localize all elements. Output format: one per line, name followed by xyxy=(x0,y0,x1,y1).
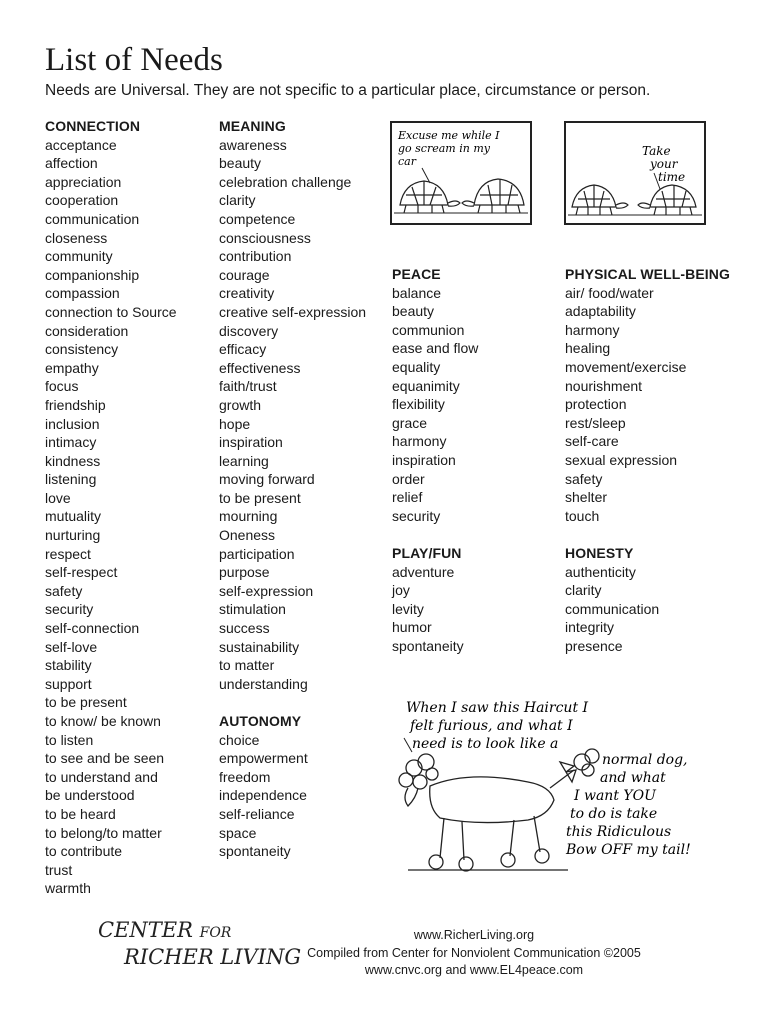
play-item: humor xyxy=(392,619,432,636)
connection-item: listening xyxy=(45,471,97,488)
meaning-item: creative self-expression xyxy=(219,303,367,320)
meaning-item: beauty xyxy=(219,155,262,172)
peace-item: flexibility xyxy=(392,396,445,413)
physical-heading: PHYSICAL WELL-BEING xyxy=(565,266,730,282)
logo-text: CENTER xyxy=(98,918,193,942)
connection-item: closeness xyxy=(45,229,108,246)
center-logo xyxy=(98,918,301,969)
connection-item: self-connection xyxy=(45,620,140,637)
peace-item: security xyxy=(392,507,441,524)
cartoon-text-line: your xyxy=(650,157,678,171)
physical-item: protection xyxy=(565,396,627,413)
meaning-item: self-expression xyxy=(219,582,314,599)
connection-item: nurturing xyxy=(45,527,101,544)
connection-item: self-love xyxy=(45,638,98,655)
cartoon-text-line: time xyxy=(658,170,686,184)
website-link[interactable]: www.RicherLiving.org xyxy=(413,928,535,942)
connection-item: trust xyxy=(45,861,73,878)
meaning-item: understanding xyxy=(219,675,308,692)
cartoon-text-line: car xyxy=(398,155,416,168)
connection-item: to listen xyxy=(45,731,94,748)
meaning-item: Oneness xyxy=(219,527,276,544)
cartoon-text-line: Bow OFF my tail! xyxy=(566,842,691,858)
meaning-item: competence xyxy=(219,210,296,227)
logo-text: FOR xyxy=(199,925,232,941)
peace-item: grace xyxy=(392,414,428,431)
autonomy-item: space xyxy=(219,824,257,841)
cartoon-text-line: go scream in my xyxy=(398,142,490,155)
physical-item: adaptability xyxy=(565,303,636,320)
cartoon-text-line: I want YOU xyxy=(574,788,656,804)
peace-item: equanimity xyxy=(392,377,460,394)
meaning-item: moving forward xyxy=(219,471,315,488)
meaning-item: learning xyxy=(219,452,269,469)
honesty-item: communication xyxy=(565,600,660,617)
meaning-item: to be present xyxy=(219,489,301,506)
meaning-item: to matter xyxy=(219,657,275,674)
cartoon-text-line: When I saw this Haircut I xyxy=(406,700,589,716)
honesty-item: integrity xyxy=(565,619,615,636)
play-item: joy xyxy=(392,582,410,599)
physical-item: safety xyxy=(565,470,603,487)
autonomy-item: choice xyxy=(219,731,260,748)
connection-item: intimacy xyxy=(45,434,97,451)
meaning-item: effectiveness xyxy=(219,359,301,376)
page-subtitle: Needs are Universal. They are not specific to a particular place, circumstance or person. xyxy=(45,82,651,99)
connection-item: self-respect xyxy=(45,564,118,581)
peace-item: equality xyxy=(392,358,441,375)
cartoon-text-line: to do is take xyxy=(570,806,658,822)
connection-item: community xyxy=(45,248,113,265)
connection-item: companionship xyxy=(45,266,140,283)
meaning-item: consciousness xyxy=(219,229,311,246)
play-item: levity xyxy=(392,600,424,617)
meaning-item: efficacy xyxy=(219,341,267,358)
autonomy-item: freedom xyxy=(219,768,271,785)
meaning-item: mourning xyxy=(219,508,278,525)
meaning-item: faith/trust xyxy=(219,378,277,395)
cartoon-text-line: Take xyxy=(642,144,671,158)
connection-item: to belong/to matter xyxy=(45,824,162,841)
meaning-item: clarity xyxy=(219,192,256,209)
autonomy-item: spontaneity xyxy=(219,843,291,860)
connection-heading: CONNECTION xyxy=(45,118,141,134)
physical-item: touch xyxy=(565,507,600,524)
page-title: List of Needs xyxy=(45,42,223,78)
connection-column xyxy=(45,117,177,898)
physical-item: shelter xyxy=(565,489,608,506)
turtles-illustration xyxy=(392,123,530,223)
turtle-right-icon xyxy=(462,179,524,213)
connection-item: to be heard xyxy=(45,805,116,822)
connection-item: to be present xyxy=(45,694,127,711)
physical-item: air/ food/water xyxy=(565,284,654,301)
connection-item: warmth xyxy=(45,880,91,897)
compiled-note: Compiled from Center for Nonviolent Communication ©2005 xyxy=(307,945,641,960)
cartoon-text-line: felt furious, and what I xyxy=(410,718,573,734)
cartoon-text-line: and what xyxy=(600,770,666,786)
physical-item: self-care xyxy=(565,433,619,450)
physical-item: movement/exercise xyxy=(565,358,687,375)
connection-item: acceptance xyxy=(45,136,117,153)
meaning-item: participation xyxy=(219,545,295,562)
honesty-item: presence xyxy=(565,637,623,654)
connection-item: kindness xyxy=(45,452,101,469)
meaning-item: growth xyxy=(219,396,262,413)
connection-item: affection xyxy=(45,155,98,172)
connection-item: compassion xyxy=(45,285,120,302)
meaning-item: sustainability xyxy=(219,638,300,655)
connection-item: connection to Source xyxy=(45,303,177,320)
connection-item: to understand and xyxy=(45,768,158,785)
footer-info xyxy=(300,927,648,980)
connection-item: safety xyxy=(45,582,83,599)
connection-item: stability xyxy=(45,657,92,674)
peace-item: ease and flow xyxy=(392,340,479,357)
autonomy-item: independence xyxy=(219,787,307,804)
connection-item: mutuality xyxy=(45,508,102,525)
meaning-item: discovery xyxy=(219,322,279,339)
autonomy-heading: AUTONOMY xyxy=(219,713,302,729)
meaning-item: success xyxy=(219,620,270,637)
connection-item: to know/ be known xyxy=(45,713,161,729)
meaning-item: contribution xyxy=(219,248,292,265)
honesty-item: authenticity xyxy=(565,563,636,580)
physical-item: nourishment xyxy=(565,377,643,394)
connection-item: cooperation xyxy=(45,192,119,209)
physical-column xyxy=(565,265,730,655)
connection-item: respect xyxy=(45,545,91,562)
peace-item: relief xyxy=(392,489,423,506)
connection-item: to see and be seen xyxy=(45,750,165,767)
peace-heading: PEACE xyxy=(392,266,441,282)
connection-item: empathy xyxy=(45,359,99,376)
cartoon-text-line: this Ridiculous xyxy=(566,824,672,840)
connection-item: be understood xyxy=(45,787,135,804)
connection-item: communication xyxy=(45,210,140,227)
play-item: adventure xyxy=(392,563,455,580)
connection-item: appreciation xyxy=(45,173,122,190)
reference-links[interactable]: www.cnvc.org and www.EL4peace.com xyxy=(364,963,584,977)
connection-item: security xyxy=(45,601,94,618)
meaning-item: hope xyxy=(219,415,251,432)
peace-item: beauty xyxy=(392,303,435,320)
play-item: spontaneity xyxy=(392,637,464,654)
connection-item: love xyxy=(45,489,71,506)
poodle-cartoon xyxy=(378,690,718,890)
meaning-item: inspiration xyxy=(219,434,283,451)
meaning-heading: MEANING xyxy=(219,118,286,134)
autonomy-item: empowerment xyxy=(219,750,308,767)
turtle-right-icon xyxy=(638,185,696,215)
connection-item: consideration xyxy=(45,322,129,339)
physical-item: rest/sleep xyxy=(565,414,626,431)
physical-item: sexual expression xyxy=(565,451,678,468)
logo-text: RICHER LIVING xyxy=(124,945,302,969)
physical-item: healing xyxy=(565,340,611,357)
peace-column xyxy=(392,265,478,655)
meaning-item: creativity xyxy=(219,285,275,302)
meaning-column xyxy=(219,117,366,861)
play-heading: PLAY/FUN xyxy=(392,544,462,561)
turtles-illustration xyxy=(566,123,704,223)
turtles-cartoon-1 xyxy=(390,121,532,225)
poodle-illustration xyxy=(378,690,718,890)
turtles-cartoon-2 xyxy=(564,121,706,225)
honesty-heading: HONESTY xyxy=(565,544,634,561)
peace-item: order xyxy=(392,470,425,487)
peace-item: balance xyxy=(392,284,442,301)
turtle-left-icon xyxy=(400,181,460,213)
meaning-item: celebration challenge xyxy=(219,173,352,190)
meaning-item: awareness xyxy=(219,136,287,153)
connection-item: focus xyxy=(45,378,79,395)
cartoon-text-line: Excuse me while I xyxy=(398,129,500,142)
physical-item: harmony xyxy=(565,321,620,338)
turtle-left-icon xyxy=(572,185,628,215)
cartoon-text-line: need is to look like a xyxy=(412,736,559,752)
honesty-item: clarity xyxy=(565,582,602,599)
cartoon-text-line: normal dog, xyxy=(602,752,688,768)
meaning-item: purpose xyxy=(219,564,270,581)
connection-item: consistency xyxy=(45,341,119,358)
peace-item: communion xyxy=(392,321,465,338)
peace-item: harmony xyxy=(392,433,447,450)
connection-item: friendship xyxy=(45,396,106,413)
meaning-item: courage xyxy=(219,266,270,283)
connection-item: support xyxy=(45,675,92,692)
connection-item: to contribute xyxy=(45,843,123,860)
meaning-item: stimulation xyxy=(219,601,286,618)
peace-item: inspiration xyxy=(392,451,456,468)
connection-item: inclusion xyxy=(45,415,100,432)
autonomy-item: self-reliance xyxy=(219,805,295,822)
